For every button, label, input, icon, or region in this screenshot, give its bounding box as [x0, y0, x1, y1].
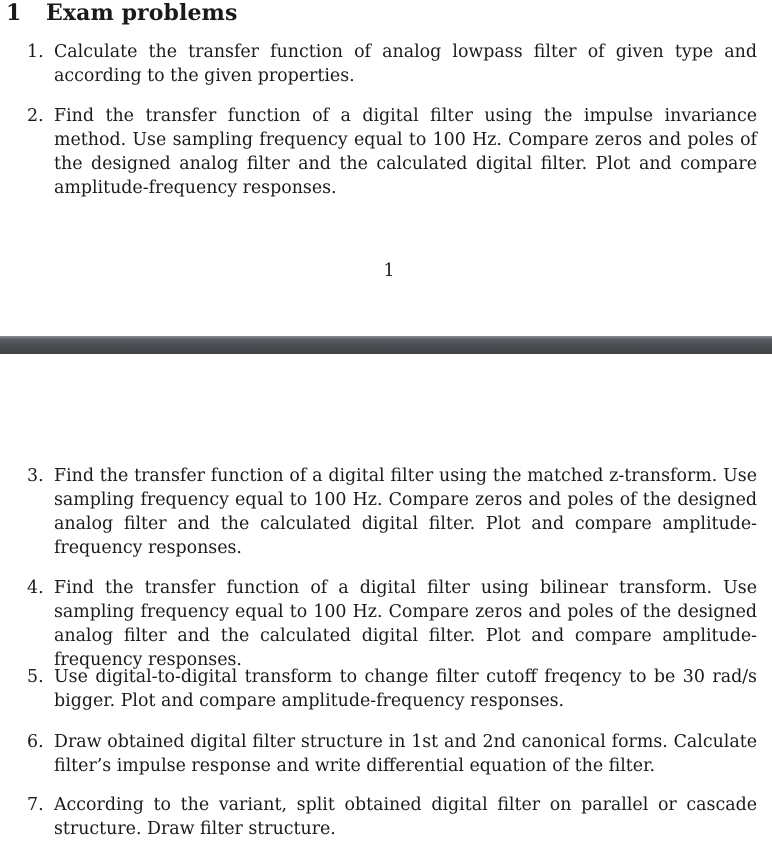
problem-item-2	[27, 104, 757, 200]
document-page-1	[0, 0, 772, 336]
problem-item-4	[27, 576, 757, 672]
section-title: Exam problems	[46, 0, 238, 26]
problem-item-1	[27, 40, 757, 88]
problem-text: Calculate the transfer function of analog lowpass filter of given type and according to the given properties.	[54, 42, 757, 86]
problem-number: 5.	[27, 667, 44, 687]
problem-item-6	[27, 730, 757, 778]
problem-text: Draw obtained digital filter structure in 1st and 2nd canonical forms. Calculate filter’s impulse response and write differential equation of the filter.	[54, 732, 757, 776]
problem-text: Find the transfer function of a digital filter using the matched z-transform. Use sampling frequency equal to 100 Hz. Compare zeros and poles of the designed analog filter and the calculated digital filter. Plot and compare amplitude-frequency responses.	[54, 466, 757, 558]
page-number: 1	[383, 261, 395, 281]
problem-item-3	[27, 464, 757, 560]
section-heading	[6, 0, 237, 26]
problem-number: 4.	[27, 578, 44, 598]
problem-number: 1.	[27, 42, 44, 62]
problem-text: Use digital-to-digital transform to change filter cutoff freqency to be 30 rad/s bigger. Plot and compare amplitude-frequency responses.	[54, 667, 757, 711]
section-number: 1	[6, 0, 22, 26]
problem-number: 6.	[27, 732, 44, 752]
problem-text: According to the variant, split obtained digital filter on parallel or cascade structure. Draw filter structure.	[54, 795, 757, 839]
problem-item-5	[27, 665, 757, 713]
problem-item-7	[27, 793, 757, 841]
document-page-2	[0, 354, 772, 846]
problem-text: Find the transfer function of a digital filter using the impulse invariance method. Use sampling frequency equal to 100 Hz. Compare zeros and poles of the designed analog filter and the calculated digital filter. Plot and compare amplitude-frequency responses.	[54, 106, 757, 198]
problem-number: 3.	[27, 466, 44, 486]
problem-text: Find the transfer function of a digital filter using bilinear transform. Use sampling frequency equal to 100 Hz. Compare zeros and poles of the designed analog filter and the calculated digital filter. Plot and compare amplitude-frequency responses.	[54, 578, 757, 670]
problem-number: 7.	[27, 795, 44, 815]
problem-number: 2.	[27, 106, 44, 126]
page-separator	[0, 336, 772, 354]
